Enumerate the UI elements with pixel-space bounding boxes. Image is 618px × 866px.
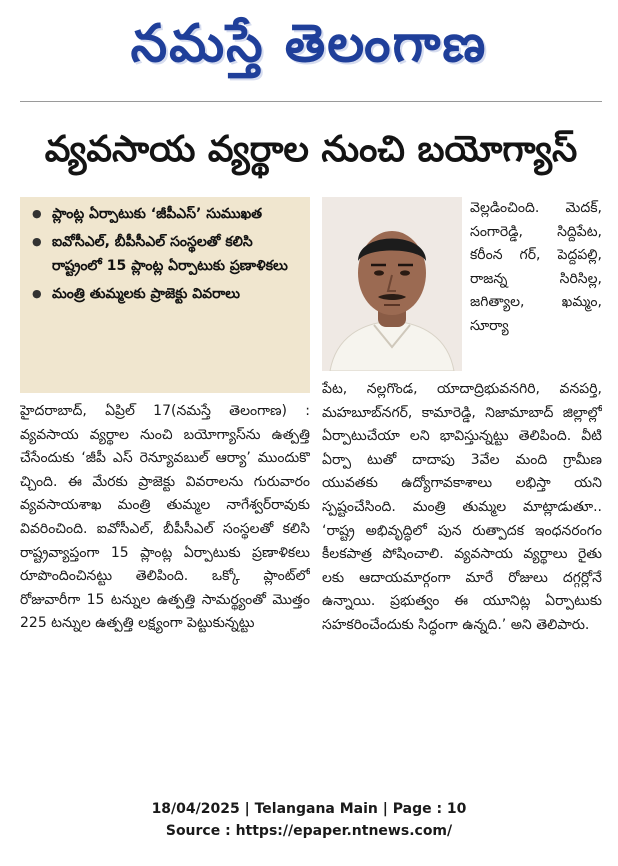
article-body-column-right-bottom: పేట, నల్లగొండ, యాదాద్రిభువనగిరి, వనపర్తి, మహబూబ్‌నగర్, కామారెడ్డి, నిజామాబాద్ జిల్లాల్లో ఏర్పాటుచేయా లని భావిస్తున్నట్టు తెలిపింది. వీటి ఏర్పా టుతో దాదాపు 3వేల మంది గ్రామీణ యువతకు ఉద్యోగావకాశాలు లభిస్తా యని స్పష్టంచేసింది. మంత్రి తుమ్మల మాట్లాడుతూ.. ‘రాష్ట్ర అభివృద్ధిలో పున రుత్పాదక ఇంధనరంగం కీలకపాత్ర పోషించాలి. వ్యవసాయ వ్యర్థాలు రైతు లకు ఆదాయమార్గంగా మారే రోజులు దగ్గర్లోనే ఉన్నాయి. ప్రభుత్వం ఈ యూనిట్ల ఏర్పాటుకు సహకరించేందుకు సిద్ధంగా ఉన్నది.’ అని తెలిపారు. bbox=[322, 381, 602, 633]
highlights-box bbox=[20, 197, 310, 393]
highlight-item: ● మంత్రి తుమ్మలకు ప్రాజెక్టు వివరాలు bbox=[32, 282, 302, 306]
article-body-column-left: హైదరాబాద్, ఏప్రిల్ 17(నమస్తే తెలంగాణ) : వ్యవసాయ వ్యర్థాల నుంచి బయోగ్యాస్‌ను ఉత్పత్తి చేసేందుకు ‘జీపీ ఎస్ రెన్యూవబుల్ ఆర్యా’ ముందుకొ చ్చింది. ఈ మేరకు ప్రాజెక్టు వివరాలను గురువారం వ్యవసాయశాఖ మంత్రి తుమ్మల నాగేశ్వర్‌రావుకు వివరించింది. ఐవోసీఎల్, బీపీసీఎల్ సంస్థలతో కలిసి రాష్ట్రవ్యాప్తంగా 15 ప్లాంట్ల ఏర్పాటుకు ప్రణాళికలు రూపొందించినట్టు తెలిపింది. ఒక్కో ప్లాంట్‌లో రోజువారీగా 15 టన్నుల ఉత్పత్తి సామర్థ్యంతో మొత్తం 225 టన్నుల ఉత్పత్తి లక్ష్యంగా పెట్టుకున్నట్టు bbox=[20, 403, 310, 632]
highlight-item: ● ఐవోసీఎల్, బీపీసీఎల్ సంస్థలతో కలిసి రాష్ట్రంలో 15 ప్లాంట్ల ఏర్పాటుకు ప్రణాళికలు bbox=[32, 230, 302, 278]
person-portrait-icon bbox=[322, 197, 462, 371]
source-link: Source : https://epaper.ntnews.com/ bbox=[165, 823, 453, 839]
minister-photo bbox=[322, 197, 462, 371]
highlight-item: ● ప్లాంట్ల ఏర్పాటుకు ‘జీపీఎస్’ సుముఖత bbox=[32, 202, 302, 226]
masthead-divider bbox=[20, 101, 602, 102]
article-body-column-right-top: వెల్లడించింది. మెదక్, సంగారెడ్డి, సిద్దిపేట, కరీంన గర్, పెద్దపల్లి, రాజన్న సిరిసిల్ల, జగిత్యాల, ఖమ్మం, సూర్యా bbox=[470, 200, 602, 334]
newspaper-masthead: నమస్తే తెలంగాణ bbox=[130, 13, 488, 74]
article-headline: వ్యవసాయ వ్యర్థాల నుంచి బయోగ్యాస్ bbox=[44, 129, 578, 170]
publication-info: 18/04/2025 | Telangana Main | Page : 10 bbox=[151, 801, 467, 817]
